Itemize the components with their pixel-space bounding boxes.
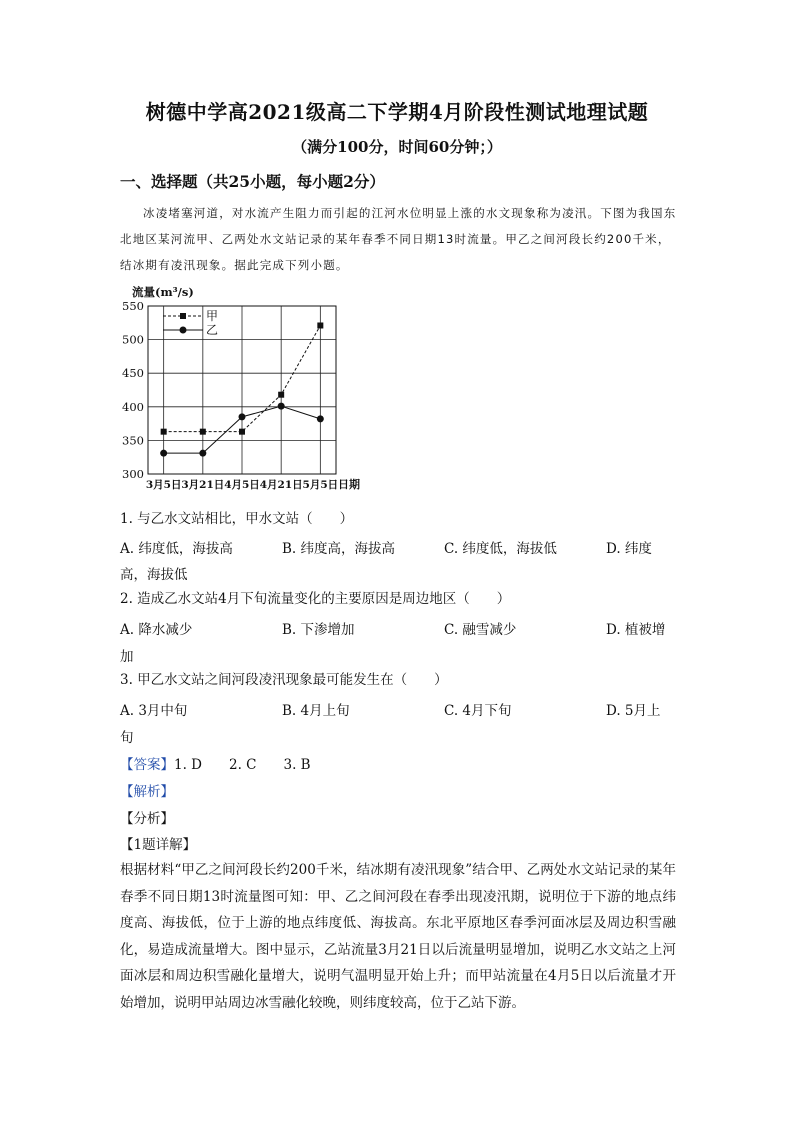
q2-option-c: C. 融雪减少: [444, 622, 517, 638]
detail-text: 根据材料“甲乙之间河段长约200千米，结冰期有凌汛现象”结合甲、乙两处水文站记录的某年春季不同日期13时流量图可知：甲、乙之间河段在春季出现凌汛期，说明位于下游的地点纬度高、海拔低，位于上游的地点纬度低、海拔高。东北平原地区春季河面冰层及周边积雪融化，易造成流量增大。图中显示，乙站流量3月21日以后流量明显增加，说明乙水文站之上河面冰层和周边积雪融化量增大，说明气温明显开始上升；而甲站流量在4月5日以后流量才开始增加，说明甲站周边冰雪融化较晚，则纬度较高，位于乙站下游。: [120, 862, 676, 1011]
data-point-circle: [160, 450, 167, 457]
material-text: 冰凌堵塞河道，对水流产生阻力而引起的江河水位明显上涨的水文现象称为凌汛。下图为我国东北地区某河流甲、乙两处水文站记录的某年春季不同日期13时流量。甲乙之间河段长约200千米，结冰期有凌汛现象。据此完成下列小题。: [120, 206, 677, 272]
q1-option-d: D. 纬度: [606, 541, 652, 557]
data-point-circle: [278, 403, 285, 410]
data-point-square: [239, 429, 245, 435]
question-2-stem: 2. 造成乙水文站4月下旬流量变化的主要原因是周边地区（ ）: [120, 591, 511, 607]
data-point-square: [161, 429, 167, 435]
q1-option-d-wrap: 高，海拔低: [120, 567, 188, 583]
x-tick-label: 3月5日: [145, 479, 182, 491]
y-tick-label: 500: [122, 332, 144, 347]
section-heading: 一、选择题（共25小题，每小题2分）: [120, 172, 385, 191]
q3-option-d-wrap: 旬: [120, 730, 134, 746]
data-point-circle: [317, 415, 324, 422]
y-tick-label: 550: [122, 299, 144, 313]
page-title: 树德中学高2021级高二下学期4月阶段性测试地理试题: [145, 100, 649, 124]
answer-tag: 【答案】: [120, 757, 174, 773]
q3-option-b: B. 4月上旬: [282, 703, 350, 719]
flow-chart: [118, 282, 418, 497]
x-axis-label: 日期: [338, 478, 360, 491]
q1-option-a: A. 纬度低，海拔高: [120, 541, 233, 557]
question-3-stem: 3. 甲乙水文站之间河段凌汛现象最可能发生在（ ）: [120, 672, 448, 688]
legend-label: 甲: [206, 309, 219, 323]
material-passage: [120, 200, 680, 278]
q3-option-d: D. 5月上: [606, 703, 661, 719]
answer-values: 1. D 2. C 3. B: [174, 757, 311, 773]
q3-option-c: C. 4月下旬: [444, 703, 512, 719]
data-point-circle: [199, 450, 206, 457]
q2-option-b: B. 下渗增加: [282, 622, 355, 638]
q2-option-d: D. 植被增: [606, 622, 666, 638]
q1-option-c: C. 纬度低，海拔低: [444, 541, 557, 557]
data-point-square: [200, 429, 206, 435]
data-point-square: [278, 392, 284, 398]
fenxi-label: 【分析】: [120, 811, 174, 827]
x-tick-label: 4月21日: [259, 479, 303, 491]
q3-option-a: A. 3月中旬: [120, 703, 188, 719]
y-tick-label: 300: [122, 467, 144, 481]
y-tick-label: 400: [122, 399, 144, 414]
y-tick-label: 350: [122, 433, 144, 448]
data-point-circle: [239, 413, 246, 420]
q2-option-d-wrap: 加: [120, 649, 134, 665]
y-tick-label: 450: [122, 366, 144, 381]
legend-label: 乙: [206, 323, 219, 337]
legend-marker-circle: [180, 327, 187, 334]
q1-option-b: B. 纬度高，海拔高: [282, 541, 396, 557]
detail-label: 【1题详解】: [120, 837, 197, 853]
answer-line: [120, 753, 311, 773]
data-point-square: [317, 322, 323, 328]
question-1-stem: 1. 与乙水文站相比，甲水文站（ ）: [120, 511, 354, 527]
x-tick-label: 3月21日: [181, 479, 225, 491]
x-tick-label: 5月5日: [302, 479, 339, 491]
exam-info: （满分100分，时间60分钟；）: [292, 138, 502, 156]
y-axis-label: 流量(m³/s): [132, 285, 194, 299]
q2-option-a: A. 降水减少: [120, 622, 193, 638]
analysis-label: 【解析】: [120, 784, 174, 800]
x-tick-label: 4月5日: [224, 479, 260, 491]
legend-marker-square: [180, 313, 186, 319]
